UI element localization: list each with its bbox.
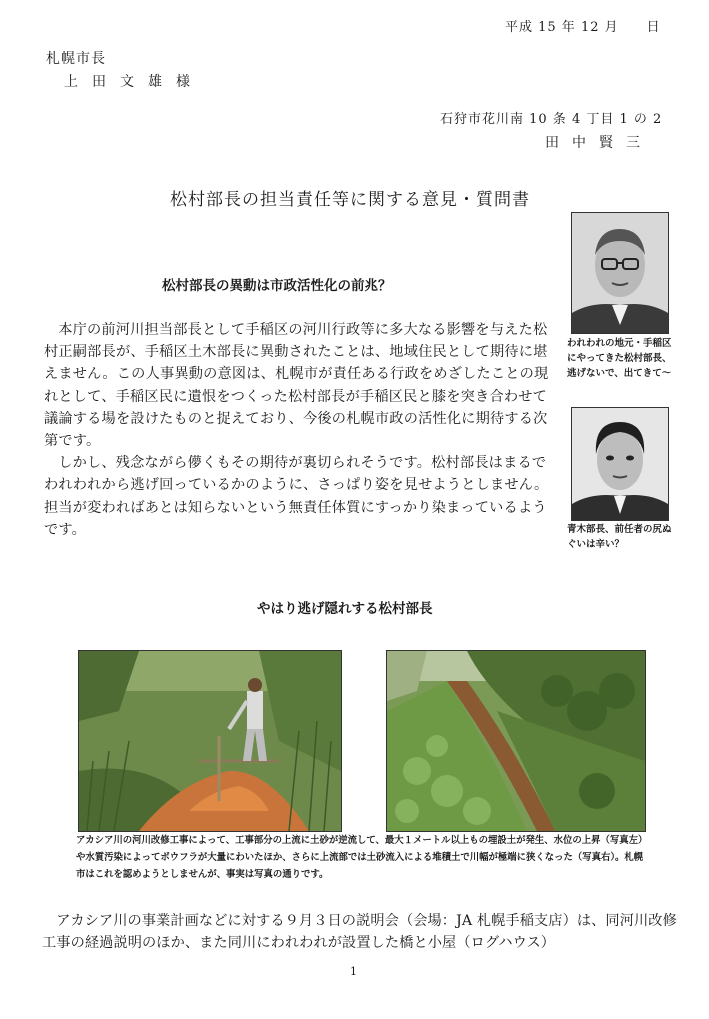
section-heading-2: やはり逃げ隠れする松村部長 xyxy=(257,601,433,617)
section-heading-1: 松村部長の異動は市政活性化の前兆？ xyxy=(162,278,392,294)
sender-address: 石狩市花川南 10 条 4 丁目 1 の 2 xyxy=(440,112,663,127)
paragraph-3: アカシア川の事業計画などに対する９月３日の説明会（会場：JA 札幌手稲支店）は、同河川改修工事の経過説明のほか、また同川にわれわれが設置した橋と小屋（ログハウス） xyxy=(42,913,677,951)
river-photo-right xyxy=(386,650,646,832)
addressee-organization: 札幌市長 xyxy=(46,51,106,67)
portrait-photo-matsumura xyxy=(571,212,669,334)
closing-body xyxy=(42,910,682,954)
addressee-name: 上田文雄様 xyxy=(64,74,204,90)
river-photo-caption: アカシア川の河川改修工事によって、工事部分の上流に土砂が逆流して、最大１メートル以上もの埋設土が発生、水位の上昇（写真左）や水質汚染によってボウフラが大量にわいたほか、さらに上流部では土砂流入による堆積土で川幅が極端に狭くなった（写真右）。札幌市はこれを認めようとしませんが、事実は写真の通りです。 xyxy=(76,835,644,880)
river-photo-left xyxy=(78,650,342,832)
portrait-photo-aoki xyxy=(571,407,669,521)
portrait-caption-2: 青木部長、前任者の尻ぬぐいは辛い？ xyxy=(567,524,672,550)
document-title: 松村部長の担当責任等に関する意見・質問書 xyxy=(170,190,530,210)
paragraph-1: 本庁の前河川担当部長として手稲区の河川行政等に多大なる影響を与えた松村正嗣部長が、手稲区土木部長に異動されたことは、地域住民として期待に堪えません。この人事異動の意図は、札幌市が責任ある行政をめざしたことの現れとして、手稲区民に遺恨をつくった松村部長が手稲区民と膝を突き合わせて議論する場を設けたものと捉えており、今後の札幌市政の活性化に期待する次第です。 xyxy=(44,322,549,450)
document-date: 平成 15 年 12 月 日 xyxy=(505,20,661,35)
section1-body xyxy=(44,319,554,541)
paragraph-2: しかし、残念ながら儚くもその期待が裏切られそうです。松村部長はまるでわれわれから逃げ回っているかのように、さっぱり姿を見せようとしません。担当が変わればあとは知らないという無責任体質にすっかり染まっているようです。 xyxy=(44,455,549,538)
page-number: 1 xyxy=(350,965,357,978)
sender-name: 田中賢三 xyxy=(545,135,653,151)
portrait-caption-1: われわれの地元・手稲区にやってきた松村部長、逃げないで、出てきて〜 xyxy=(567,338,672,379)
